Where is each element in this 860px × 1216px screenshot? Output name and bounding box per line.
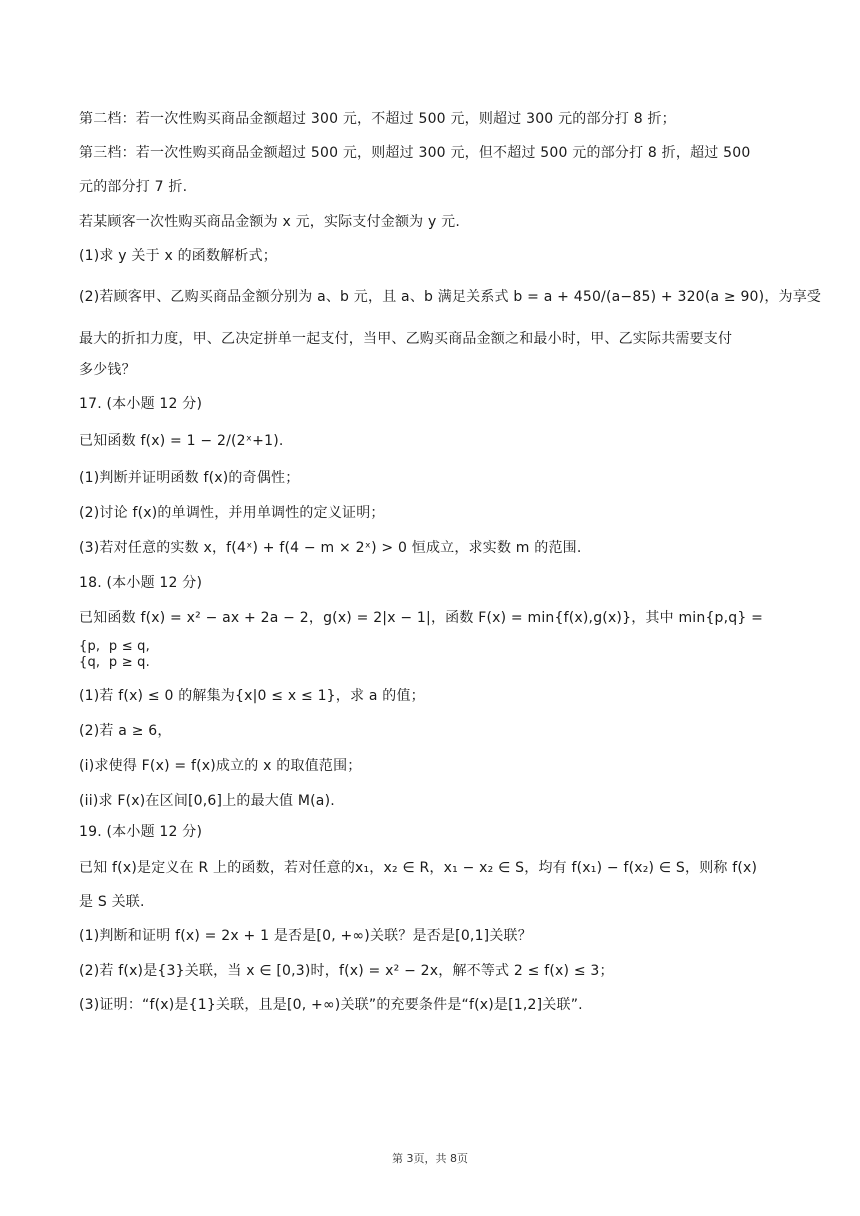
question-heading: 17. (本小题 12 分) (79, 396, 203, 412)
text-line: 第三档：若一次性购买商品金额超过 500 元，则超过 300 元，但不超过 500 元的部分打 8 折，超过 500 (79, 145, 751, 161)
question-part: (2)若顾客甲、乙购买商品金额分别为 a、b 元，且 a、b 满足关系式 b = a + 450/(a−85) + 320(a ≥ 90)，为享受 (79, 289, 822, 305)
text-line: 已知函数 f(x) = x² − ax + 2a − 2，g(x) = 2|x − 1|，函数 F(x) = min{f(x),g(x)}，其中 min{p,q} = (79, 610, 764, 626)
text-line: 已知函数 f(x) = 1 − 2/(2ˣ+1). (79, 433, 284, 449)
question-heading: 18. (本小题 12 分) (79, 575, 203, 591)
question-part: (3)证明：“f(x)是{1}关联，且是[0, +∞)关联”的充要条件是“f(x)是[1,2]关联”. (79, 997, 583, 1013)
piecewise-line: {p, p ≤ q, (79, 639, 150, 654)
text-line: 是 S 关联. (79, 894, 145, 910)
question-part: (ii)求 F(x)在区间[0,6]上的最大值 M(a). (79, 793, 335, 809)
question-part: (i)求使得 F(x) = f(x)成立的 x 的取值范围； (79, 758, 362, 774)
question-part: (2)若 f(x)是{3}关联，当 x ∈ [0,3)时，f(x) = x² − 2x，解不等式 2 ≤ f(x) ≤ 3； (79, 963, 614, 979)
question-part: (2)讨论 f(x)的单调性，并用单调性的定义证明； (79, 505, 385, 521)
question-part: (3)若对任意的实数 x，f(4ˣ) + f(4 − m × 2ˣ) > 0 恒成立，求实数 m 的范围. (79, 540, 582, 556)
text-line: 最大的折扣力度，甲、乙决定拼单一起支付，当甲、乙购买商品金额之和最小时，甲、乙实际共需要支付 (79, 331, 733, 347)
text-line: 若某顾客一次性购买商品金额为 x 元，实际支付金额为 y 元. (79, 214, 461, 230)
question-part: (1)求 y 关于 x 的函数解析式； (79, 248, 278, 264)
piecewise-line: {q, p ≥ q. (79, 655, 150, 670)
text-line: 元的部分打 7 折. (79, 179, 188, 195)
question-part: (1)若 f(x) ≤ 0 的解集为{x|0 ≤ x ≤ 1}，求 a 的值； (79, 688, 425, 704)
question-part: (1)判断并证明函数 f(x)的奇偶性； (79, 470, 300, 486)
question-part: (1)判断和证明 f(x) = 2x + 1 是否是[0, +∞)关联？是否是[0,1]关联？ (79, 928, 532, 944)
text-line: 多少钱？ (79, 362, 136, 378)
text-line: 第二档：若一次性购买商品金额超过 300 元，不超过 500 元，则超过 300 元的部分打 8 折； (79, 111, 676, 127)
question-heading: 19. (本小题 12 分) (79, 824, 203, 840)
page-footer: 第 3页，共 8页 (392, 1152, 468, 1165)
question-part: (2)若 a ≥ 6， (79, 723, 172, 739)
text-line: 已知 f(x)是定义在 R 上的函数，若对任意的x₁，x₂ ∈ R，x₁ − x₂ ∈ S，均有 f(x₁) − f(x₂) ∈ S，则称 f(x) (79, 860, 758, 876)
